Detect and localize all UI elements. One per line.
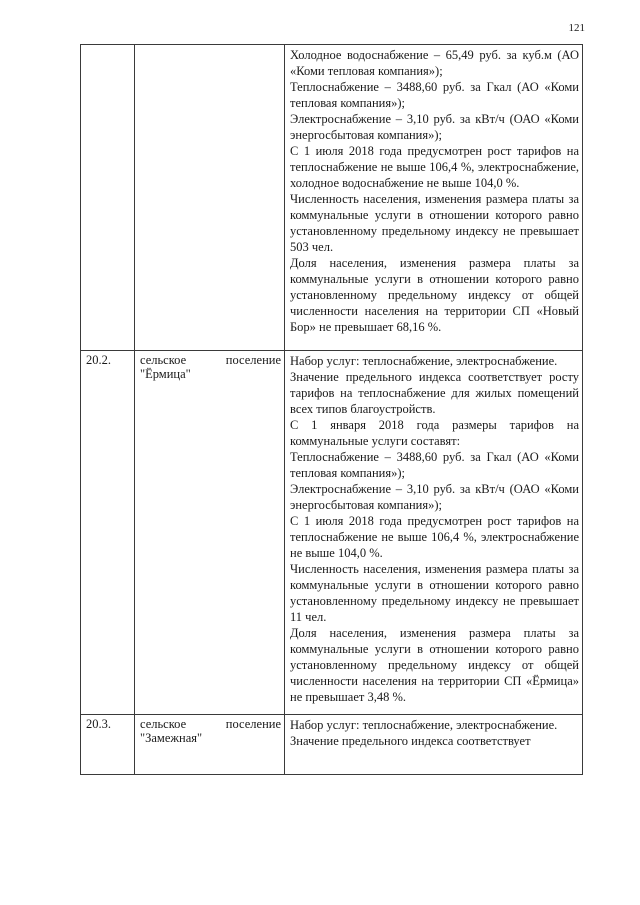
paragraph: С 1 июля 2018 года предусмотрен рост тарифов на теплоснабжение не выше 106,4 %, электроснабжение не выше 104,0 %. (290, 514, 579, 560)
settlement-kind: поселение (225, 353, 281, 367)
tariff-table (80, 44, 583, 775)
paragraph: Доля населения, изменения размера платы за коммунальные услуги в отношении которого равно установленному предельному индексу от общей численности населения на территории СП «Ёрмица» не превышает 3,48 %. (290, 626, 579, 704)
row-number-cell: 20.3. (81, 715, 135, 775)
paragraph: С 1 января 2018 года размеры тарифов на коммунальные услуги составят: (290, 418, 579, 448)
paragraph: Теплоснабжение – 3488,60 руб. за Гкал (АО «Коми тепловая компания»); (290, 450, 579, 480)
paragraph: Теплоснабжение – 3488,60 руб. за Гкал (АО «Коми тепловая компания»); (290, 80, 579, 110)
tariff-description-cell (285, 351, 583, 715)
settlement-name: "Замежная" (140, 731, 203, 745)
paragraph: Численность населения, изменения размера платы за коммунальные услуги в отношении которого равно установленному предельному индексу не превышает 503 чел. (290, 192, 579, 254)
paragraph: Набор услуг: теплоснабжение, электроснабжение. (290, 354, 558, 368)
paragraph: С 1 июля 2018 года предусмотрен рост тарифов на теплоснабжение не выше 106,4 %, электроснабжение, холодное водоснабжение не выше 104,0 %. (290, 144, 579, 190)
row-number-cell (81, 45, 135, 351)
table-row (81, 351, 583, 715)
paragraph: Электроснабжение – 3,10 руб. за кВт/ч (ОАО «Коми энергосбытовая компания»); (290, 482, 579, 512)
settlement-name-cell (135, 351, 285, 715)
settlement-name-cell (135, 715, 285, 775)
paragraph: Электроснабжение – 3,10 руб. за кВт/ч (ОАО «Коми энергосбытовая компания»); (290, 112, 579, 142)
settlement-name: "Ёрмица" (140, 367, 191, 381)
paragraph: Значение предельного индекса соответствует (290, 734, 531, 748)
settlement-kind: поселение (225, 717, 281, 731)
row-number-cell: 20.2. (81, 351, 135, 715)
paragraph: Численность населения, изменения размера платы за коммунальные услуги в отношении которого равно установленному предельному индексу не превышает 11 чел. (290, 562, 579, 624)
settlement-type: сельское (140, 717, 187, 731)
tariff-description-cell (285, 715, 583, 775)
settlement-name-cell (135, 45, 285, 351)
settlement-type: сельское (140, 353, 187, 367)
paragraph: Набор услуг: теплоснабжение, электроснабжение. (290, 718, 558, 732)
paragraph: Холодное водоснабжение – 65,49 руб. за куб.м (АО «Коми тепловая компания»); (290, 48, 579, 78)
table-row (81, 45, 583, 351)
paragraph: Доля населения, изменения размера платы за коммунальные услуги в отношении которого равно установленному предельному индексу от общей численности населения на территории СП «Новый Бор» не превышает 68,16 %. (290, 256, 579, 334)
table-row (81, 715, 583, 775)
paragraph: Значение предельного индекса соответствует росту тарифов на теплоснабжение для жилых помещений всех типов благоустройств. (290, 370, 579, 416)
page-number: 121 (568, 22, 585, 34)
tariff-description-cell (285, 45, 583, 351)
